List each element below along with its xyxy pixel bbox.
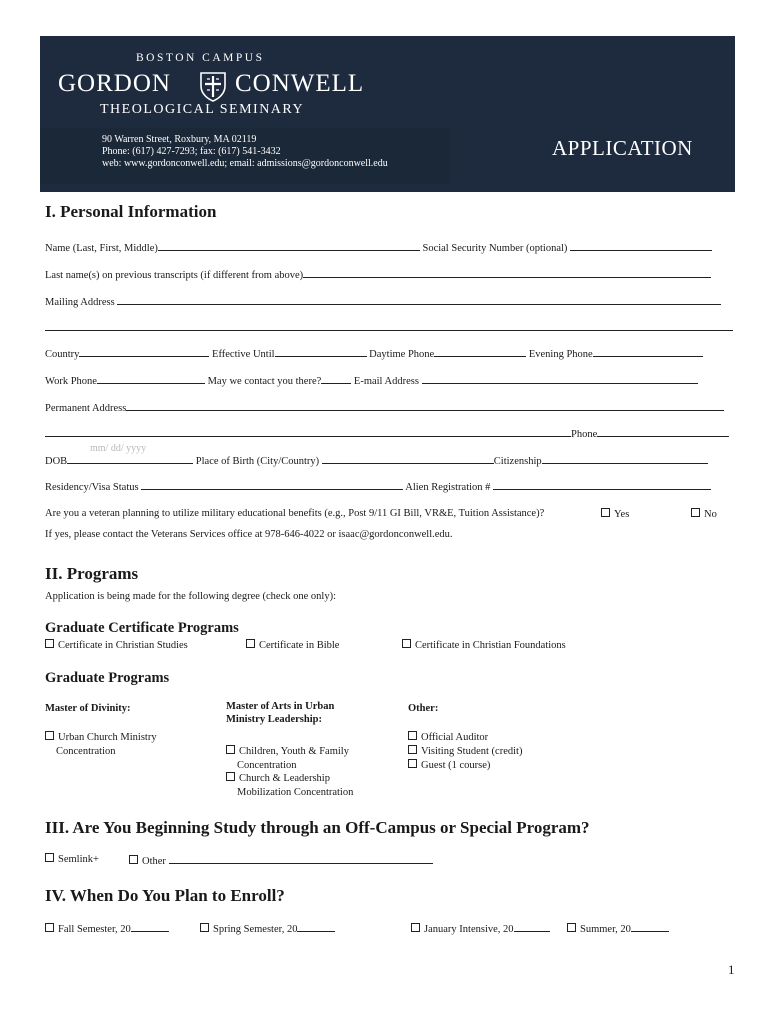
summer-checkbox[interactable] [567, 923, 576, 932]
shield-cross-icon [198, 70, 228, 102]
campus-label: BOSTON CAMPUS [136, 52, 265, 64]
effective-field[interactable] [275, 346, 367, 357]
offcampus-other-label: Other [142, 856, 166, 867]
country-row [45, 346, 703, 360]
section-programs-title: II. Programs [45, 564, 139, 583]
semlink-label: Semlink+ [58, 854, 99, 865]
mdiv-option[interactable] [45, 731, 157, 758]
ma-heading-line-2: Ministry Leadership: [226, 714, 322, 725]
mdiv-option-line-1: Urban Church Ministry [58, 732, 157, 743]
ma-option-b-line-1: Church & Leadership [239, 773, 330, 784]
contact-there-field[interactable] [321, 373, 351, 384]
ma-option-a-line-2: Concentration [237, 759, 297, 771]
certificate-option[interactable] [246, 639, 339, 653]
ma-heading-line-1: Master of Arts in Urban [226, 701, 335, 712]
country-field[interactable] [79, 346, 209, 357]
certificate-label: Certificate in Christian Studies [58, 640, 188, 651]
phone-label: Phone [571, 429, 598, 440]
mailing-label: Mailing Address [45, 297, 115, 308]
veteran-note: If yes, please contact the Veterans Services office at 978-646-4022 or isaac@gordonconwell.edu. [45, 529, 453, 540]
offcampus-other-field[interactable] [169, 853, 433, 864]
email-field[interactable] [422, 373, 698, 384]
other-checkbox[interactable] [408, 745, 417, 754]
permanent-label: Permanent Address [45, 403, 127, 414]
work-field[interactable] [97, 373, 205, 384]
semlink-option[interactable] [45, 853, 99, 865]
permanent-field-2[interactable] [45, 426, 571, 437]
ma-option-b-line-2: Mobilization Concentration [237, 786, 354, 798]
spring-year-field[interactable] [297, 921, 335, 932]
fall-label: Fall Semester, 20 [58, 924, 131, 935]
spring-checkbox[interactable] [200, 923, 209, 932]
evening-label: Evening Phone [528, 349, 593, 360]
veteran-yes-checkbox[interactable] [601, 508, 610, 517]
daytime-label: Daytime Phone [369, 349, 435, 360]
other-option-label: Guest (1 course) [421, 760, 491, 771]
mailing-field[interactable] [117, 294, 721, 305]
alien-label: Alien Registration # [405, 482, 491, 493]
certificate-label: Certificate in Bible [259, 640, 340, 651]
other-option-guest[interactable] [408, 759, 490, 773]
permanent-field[interactable] [126, 400, 724, 411]
january-label: January Intensive, 20 [424, 924, 514, 935]
work-label: Work Phone [45, 376, 97, 387]
residency-field[interactable] [141, 479, 403, 490]
daytime-field[interactable] [434, 346, 526, 357]
previous-names-field[interactable] [303, 267, 711, 278]
effective-label: Effective Until [212, 349, 275, 360]
dob-row [45, 453, 708, 467]
veteran-yes-label: Yes [614, 509, 630, 520]
ma-option-church[interactable] [226, 772, 353, 799]
fall-option[interactable] [45, 921, 169, 935]
contact-block [40, 128, 450, 184]
spring-label: Spring Semester, 20 [213, 924, 298, 935]
phone-text: Phone: (617) 427-7293; fax: (617) 541-3432 [102, 146, 281, 157]
ma-option-children[interactable] [226, 745, 349, 772]
veteran-yes-option[interactable] [601, 508, 629, 520]
other-checkbox[interactable] [408, 731, 417, 740]
other-checkbox[interactable] [408, 759, 417, 768]
mdiv-heading: Master of Divinity: [45, 703, 131, 714]
veteran-no-checkbox[interactable] [691, 508, 700, 517]
mdiv-checkbox[interactable] [45, 731, 54, 740]
mdiv-option-line-2: Concentration [56, 745, 116, 757]
application-title: APPLICATION [552, 136, 693, 160]
ssn-field[interactable] [570, 240, 712, 251]
header-banner [40, 36, 735, 192]
other-option-label: Official Auditor [421, 732, 489, 743]
name-row [45, 240, 712, 254]
fall-checkbox[interactable] [45, 923, 54, 932]
logo-name-right: CONWELL [235, 70, 365, 97]
summer-label: Summer, 20 [580, 924, 631, 935]
ma-church-checkbox[interactable] [226, 772, 235, 781]
mailing-field-2[interactable] [45, 320, 733, 331]
residency-label: Residency/Visa Status [45, 482, 139, 493]
name-field[interactable] [158, 240, 420, 251]
dob-field[interactable] [67, 453, 193, 464]
mailing-row [45, 294, 721, 308]
mailing-row-2 [45, 320, 733, 334]
email-label: E-mail Address [353, 376, 419, 387]
programs-intro: Application is being made for the following degree (check one only): [45, 591, 336, 602]
january-option[interactable] [411, 921, 550, 935]
ma-option-a-line-1: Children, Youth & Family [239, 746, 349, 757]
contact-there-label: May we contact you there? [207, 376, 322, 387]
semlink-checkbox[interactable] [45, 853, 54, 862]
birthplace-label: Place of Birth (City/Country) [195, 456, 320, 467]
country-label: Country [45, 349, 80, 360]
offcampus-other-checkbox[interactable] [129, 855, 138, 864]
permanent-row-2 [45, 426, 729, 440]
fall-year-field[interactable] [131, 921, 169, 932]
phone-field[interactable] [597, 426, 729, 437]
summer-year-field[interactable] [631, 921, 669, 932]
certificate-label: Certificate in Christian Foundations [415, 640, 566, 651]
dob-label: DOB [45, 456, 68, 467]
dob-placeholder: mm/ dd/ yyyy [90, 443, 147, 454]
previous-names-label: Last name(s) on previous transcripts (if different from above) [45, 270, 304, 281]
seminary-label: THEOLOGICAL SEMINARY [100, 102, 305, 117]
alien-field[interactable] [493, 479, 711, 490]
summer-option[interactable] [567, 921, 669, 935]
other-option-label: Visiting Student (credit) [421, 746, 523, 757]
evening-field[interactable] [593, 346, 703, 357]
residency-row [45, 479, 711, 493]
citizenship-field[interactable] [542, 453, 708, 464]
section-enroll-title: IV. When Do You Plan to Enroll? [45, 886, 285, 905]
veteran-no-label: No [704, 509, 717, 520]
graduate-programs-title: Graduate Programs [45, 670, 170, 686]
ma-heading [226, 700, 334, 726]
address-text: 90 Warren Street, Roxbury, MA 02119 [102, 134, 257, 145]
permanent-row [45, 400, 724, 414]
veteran-no-option[interactable] [691, 508, 717, 520]
certificate-option[interactable] [45, 639, 188, 653]
birthplace-field[interactable] [322, 453, 494, 464]
veteran-question: Are you a veteran planning to utilize military educational benefits (e.g., Post 9/11 GI Bill, VR&E, Tuition Assistance)? [45, 508, 545, 519]
certificate-checkbox[interactable] [45, 639, 54, 648]
certificate-checkbox[interactable] [402, 639, 411, 648]
spring-option[interactable] [200, 921, 335, 935]
ma-children-checkbox[interactable] [226, 745, 235, 754]
other-heading: Other: [408, 703, 439, 714]
citizenship-label: Citizenship [493, 456, 542, 467]
previous-names-row [45, 267, 711, 281]
certificate-checkbox[interactable] [246, 639, 255, 648]
page-number: 1 [728, 962, 735, 977]
work-row [45, 373, 698, 387]
ssn-label: Social Security Number (optional) [422, 243, 568, 254]
offcampus-other-option[interactable] [129, 853, 433, 867]
other-option-visiting[interactable] [408, 745, 522, 759]
logo-name-left: GORDON [58, 70, 171, 97]
name-label: Name (Last, First, Middle) [45, 243, 158, 254]
section-personal-title: I. Personal Information [45, 202, 217, 221]
section-offcampus-title: III. Are You Beginning Study through an Off-Campus or Special Program? [45, 818, 590, 837]
january-year-field[interactable] [514, 921, 550, 932]
web-email-text: web: www.gordonconwell.edu; email: admissions@gordonconwell.edu [102, 158, 388, 169]
january-checkbox[interactable] [411, 923, 420, 932]
certificates-title: Graduate Certificate Programs [45, 620, 239, 636]
certificate-option[interactable] [402, 639, 566, 653]
other-option-auditor[interactable] [408, 731, 488, 745]
